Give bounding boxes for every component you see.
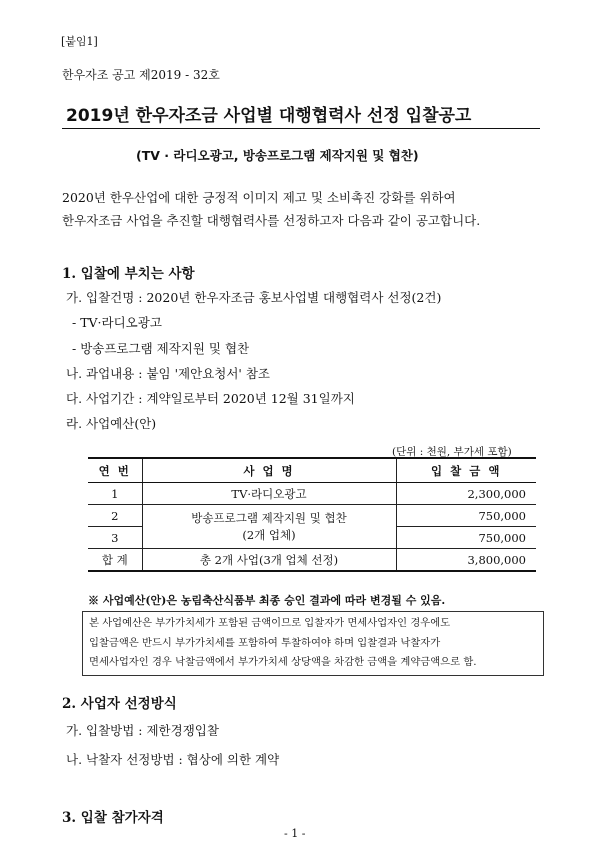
vat-notice-line-3: 면세사업자인 경우 낙찰금액에서 부가가치세 상당액을 차감한 금액을 계약금액으로 함. [89,656,477,668]
section-1-sub-2: - 방송프로그램 제작지원 및 협찬 [72,341,250,356]
vat-notice-box [82,611,544,676]
section-2-item-na: 나. 낙찰자 선정방법 : 협상에 의한 계약 [66,752,280,767]
section-1-item-na: 나. 과업내용 : 붙임 '제안요청서' 참조 [66,366,270,381]
row-name: TV·라디오광고 [142,483,396,505]
total-label: 합 계 [88,549,142,572]
vat-notice-line-2: 입찰금액은 반드시 부가가치세를 포함하여 투찰하여야 하며 입찰결과 낙찰자가 [89,636,441,649]
header-name: 사 업 명 [142,458,396,483]
section-1-item-da: 다. 사업기간 : 계약일로부터 2020년 12월 31일까지 [66,391,355,406]
header-amount: 입 찰 금 액 [396,458,536,483]
page-title: 2019년 한우자조금 사업별 대행협력사 선정 입찰공고 [66,106,472,126]
table-row [88,483,536,505]
section-3-heading: 3. 입찰 참가자격 [62,810,164,826]
unit-note: (단위 : 천원, 부가세 포함) [392,446,512,458]
intro-line-2: 한우자조금 사업을 추진할 대행협력사를 선정하고자 다음과 같이 공고합니다. [62,213,481,228]
section-1-heading: 1. 입찰에 부치는 사항 [62,266,195,282]
table-total-row [88,549,536,572]
header-no: 연 번 [88,458,142,483]
row-name-line-1: 방송프로그램 제작지원 및 협찬 [191,510,347,525]
table-row [88,505,536,527]
row-name-line-2: (2개 업체) [242,527,296,542]
attachment-label: [붙임1] [61,35,98,48]
row-name-merged [142,505,396,549]
intro-line-1: 2020년 한우산업에 대한 긍정적 이미지 제고 및 소비촉진 강화를 위하여 [62,190,456,205]
notice-number: 한우자조 공고 제2019 - 32호 [62,68,220,82]
page-subtitle: (TV · 라디오광고, 방송프로그램 제작지원 및 협찬) [136,148,419,163]
row-no: 3 [88,527,142,549]
total-name: 총 2개 사업(3개 업체 선정) [142,549,396,572]
row-no: 1 [88,483,142,505]
budget-table [88,457,536,572]
section-2-heading: 2. 사업자 선정방식 [62,696,177,712]
row-amount: 750,000 [396,527,536,549]
section-1-sub-1: - TV·라디오광고 [72,315,162,330]
intro-paragraph [62,186,540,232]
page-number: - 1 - [284,827,306,840]
row-amount: 2,300,000 [396,483,536,505]
row-amount: 750,000 [396,505,536,527]
total-amount: 3,800,000 [396,549,536,572]
section-1-item-ga: 가. 입찰건명 : 2020년 한우자조금 홍보사업별 대행협력사 선정(2건) [66,290,442,305]
budget-warning: ※ 사업예산(안)은 농림축산식품부 최종 승인 결과에 따라 변경될 수 있음. [88,594,446,607]
title-underline [62,128,540,129]
vat-notice-line-1: 본 사업예산은 부가가치세가 포함된 금액이므로 입찰자가 면세사업자인 경우에도 [89,617,451,629]
section-1-item-ra: 라. 사업예산(안) [66,416,157,431]
table-header-row [88,458,536,483]
section-2-item-ga: 가. 입찰방법 : 제한경쟁입찰 [66,723,219,738]
row-no: 2 [88,505,142,527]
